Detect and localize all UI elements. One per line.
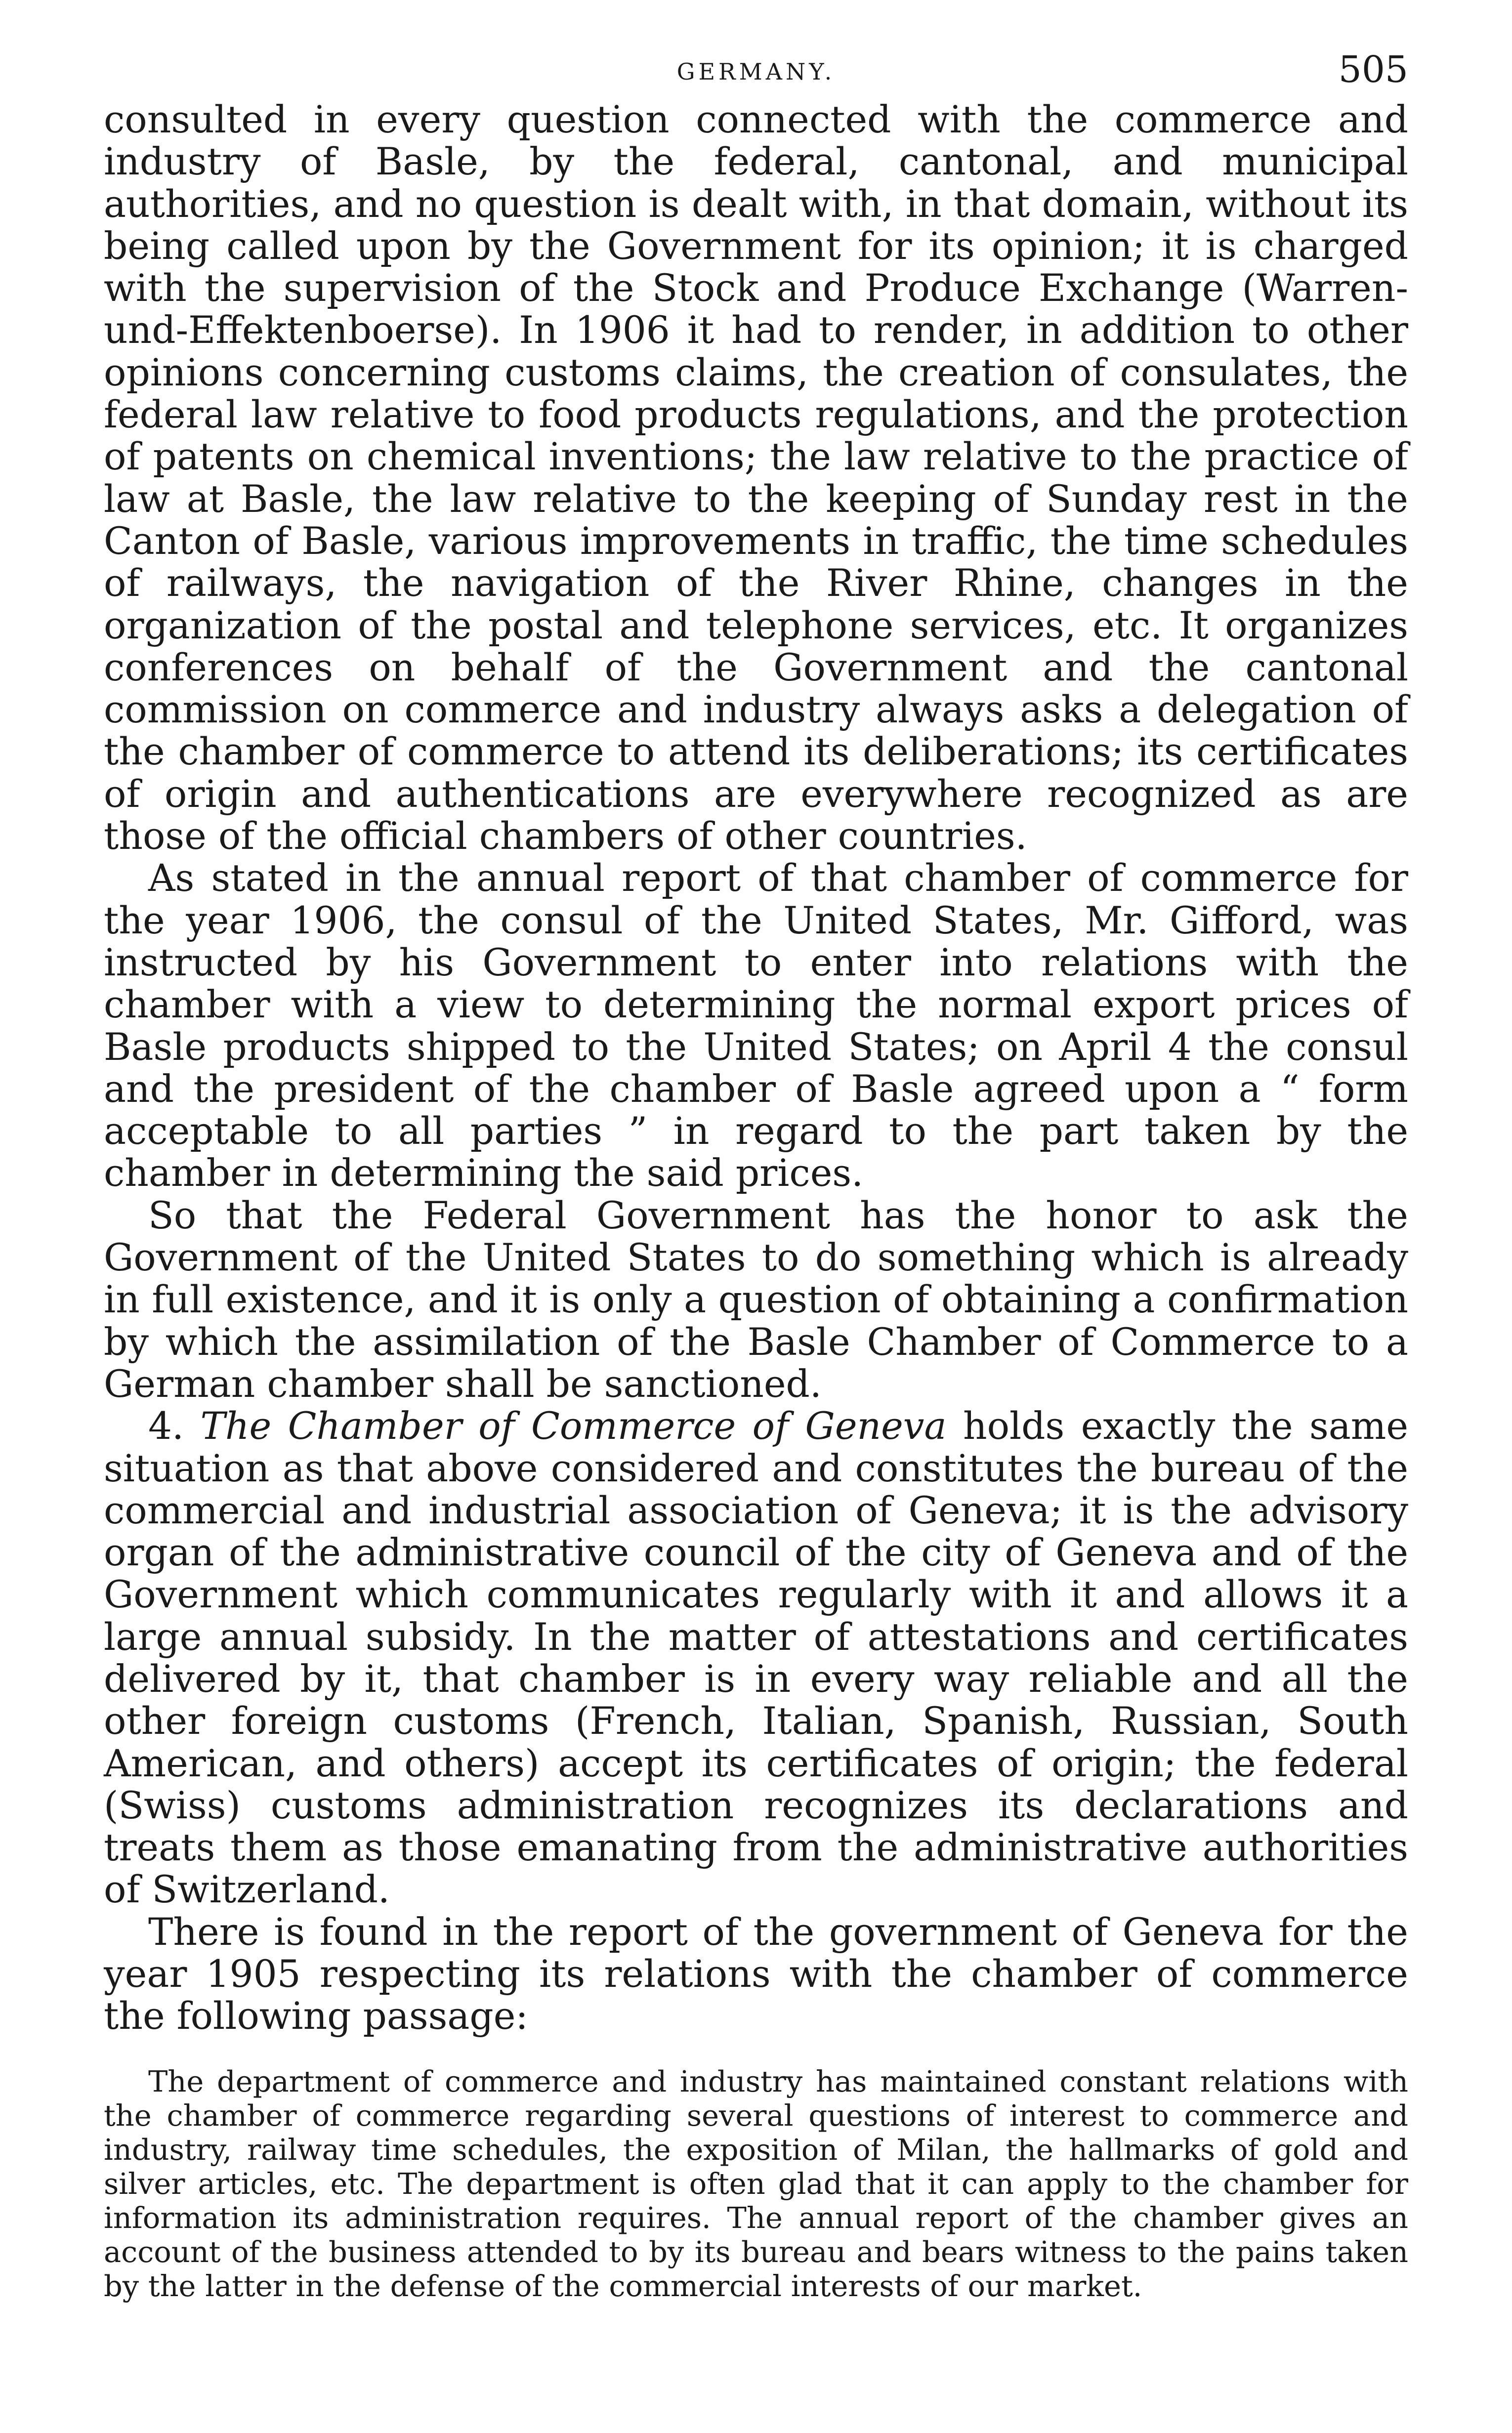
document-page (104, 44, 1408, 2303)
paragraph-annual-report-1906: As stated in the annual report of that chamber of commerce for the year 1906, the consul of the United States, Mr. Gifford, was instructed by his Government to enter into relations with the chamber with a view to determining the normal export prices of Basle products shipped to the United States; on April 4 the consul and the president of the chamber of Basle agreed upon a “ form acceptable to all parties ” in regard to the part taken by the chamber in determining the said prices. (104, 856, 1408, 1195)
paragraph-geneva-chamber (104, 1405, 1408, 1911)
geneva-chamber-text: holds exactly the same situation as that above considered and constitutes the bureau of the commercial and industrial association of Geneva; it is the advisory organ of the administrative council of the city of Geneva and of the Government which communicates regularly with it and allows it a large annual subsidy. In the matter of attestations and certificates delivered by it, that chamber is in every way reliable and all the other foreign customs (French, Italian, Spanish, Russian, South American, and others) accept its certificates of origin; the federal (Swiss) customs administration recognizes its declarations and treats them as those emanating from the administrative authorities of Switzerland. (104, 1404, 1409, 1912)
page-number: 505 (1338, 48, 1408, 91)
quotation-text: The department of commerce and industry has maintained constant relations with the chamber of commerce regarding several questions of interest to commerce and industry, railway time schedules, the exposition of Milan, the hallmarks of gold and silver articles, etc. The department is often glad that it can apply to the chamber for information its administration requires. The annual report of the chamber gives an account of the business attended to by its bureau and bears witness to the pains taken by the latter in the defense of the commercial interests of our market. (104, 2064, 1408, 2303)
paragraph-geneva-report-intro: There is found in the report of the government of Geneva for the year 1905 respecting its relations with the chamber of commerce the following passage: (104, 1910, 1408, 2038)
geneva-chamber-heading: The Chamber of Commerce of Geneva (200, 1404, 947, 1448)
running-title: GERMANY. (676, 58, 836, 85)
paragraph-basle-continued: consulted in every question connected with the commerce and industry of Basle, by the federal, cantonal, and municipal authorities, and no question is dealt with, in that domain, without its being called upon by the Government for its opinion; it is charged with the supervision of the Stock and Produce Exchange (Warren-und-Effektenboerse). In 1906 it had to render, in addition to other opinions concerning customs claims, the creation of consulates, the federal law relative to food products regulations, and the protection of patents on chemical inventions; the law relative to the practice of law at Basle, the law relative to the keeping of Sunday rest in the Canton of Basle, various improvements in traffic, the time schedules of railways, the navigation of the River Rhine, changes in the organization of the postal and telephone services, etc. It organizes conferences on behalf of the Government and the cantonal commission on commerce and industry always asks a delegation of the chamber of commerce to attend its deliberations; its certificates of origin and authentications are everywhere recognized as are those of the official chambers of other countries. (104, 98, 1408, 858)
body-text (104, 99, 1408, 2038)
paragraph-federal-request: So that the Federal Government has the honor to ask the Government of the United States to do something which is already in full existence, and it is only a question of obtaining a confirmation by which the assimilation of the Basle Chamber of Commerce to a German chamber shall be sanctioned. (104, 1193, 1408, 1406)
running-header (104, 44, 1408, 99)
section-number: 4. (148, 1404, 184, 1448)
block-quotation (104, 2064, 1408, 2303)
